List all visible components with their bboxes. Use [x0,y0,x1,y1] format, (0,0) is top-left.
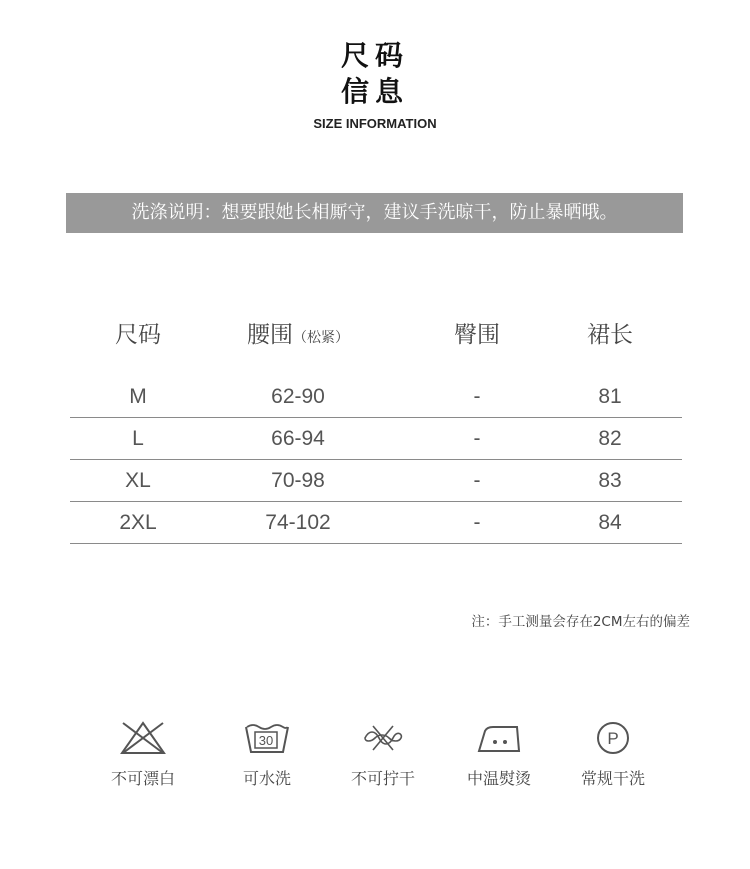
care-item-iron-medium [444,720,554,789]
cell-length: 84 [598,511,622,534]
care-label: 中温熨烫 [466,769,531,788]
cell-size: L [132,427,144,450]
dry-clean-letter: P [607,729,619,748]
table-row [70,418,682,460]
table-row [70,460,682,502]
no-bleach-icon [119,720,167,756]
cell-waist: 70-98 [271,469,325,492]
care-item-no-bleach [88,720,198,789]
size-table-header [70,300,682,376]
cell-hip: - [473,427,481,450]
cell-waist: 62-90 [271,385,325,408]
care-label: 不可漂白 [110,769,175,788]
header-hip: 臀围 [454,322,500,348]
care-item-dry-clean [558,720,668,789]
cell-waist: 74-102 [265,511,331,534]
cell-length: 83 [598,469,622,492]
wash-instruction-bar: 洗涤说明：想要跟她长相厮守，建议手洗晾干，防止暴晒哦。 [66,193,683,233]
size-title-line2: 信息 [340,75,409,108]
size-table [70,300,682,544]
size-title-line1: 尺码 [340,39,409,72]
table-row [70,376,682,418]
cell-hip: - [473,385,481,408]
care-label: 常规干洗 [580,769,645,788]
header-waist-sub: （松紧） [293,330,349,346]
size-title-english: SIZE INFORMATION [313,116,437,131]
cell-waist: 66-94 [271,427,325,450]
cell-size: XL [125,469,151,492]
care-label: 可水洗 [242,769,291,788]
iron-medium-icon [473,720,525,756]
cell-size: M [129,385,147,408]
cell-size: 2XL [119,511,157,534]
care-item-wash-30 [212,720,322,789]
wash-temp: 30 [258,733,274,748]
dry-clean-p-icon [589,720,637,756]
header-waist [228,300,368,373]
cell-length: 81 [598,385,622,408]
wash-30-icon [243,720,291,756]
table-row [70,502,682,544]
no-wring-icon [359,720,407,756]
cell-hip: - [473,511,481,534]
care-label: 不可拧干 [350,769,415,788]
cell-length: 82 [598,427,622,450]
measurement-note: 注：手工测量会存在2CM左右的偏差 [471,614,690,630]
cell-hip: - [473,469,481,492]
header-length: 裙长 [587,322,633,348]
header-size: 尺码 [115,322,161,348]
care-item-no-wring [328,720,438,789]
header-waist-label: 腰围 [247,322,293,348]
